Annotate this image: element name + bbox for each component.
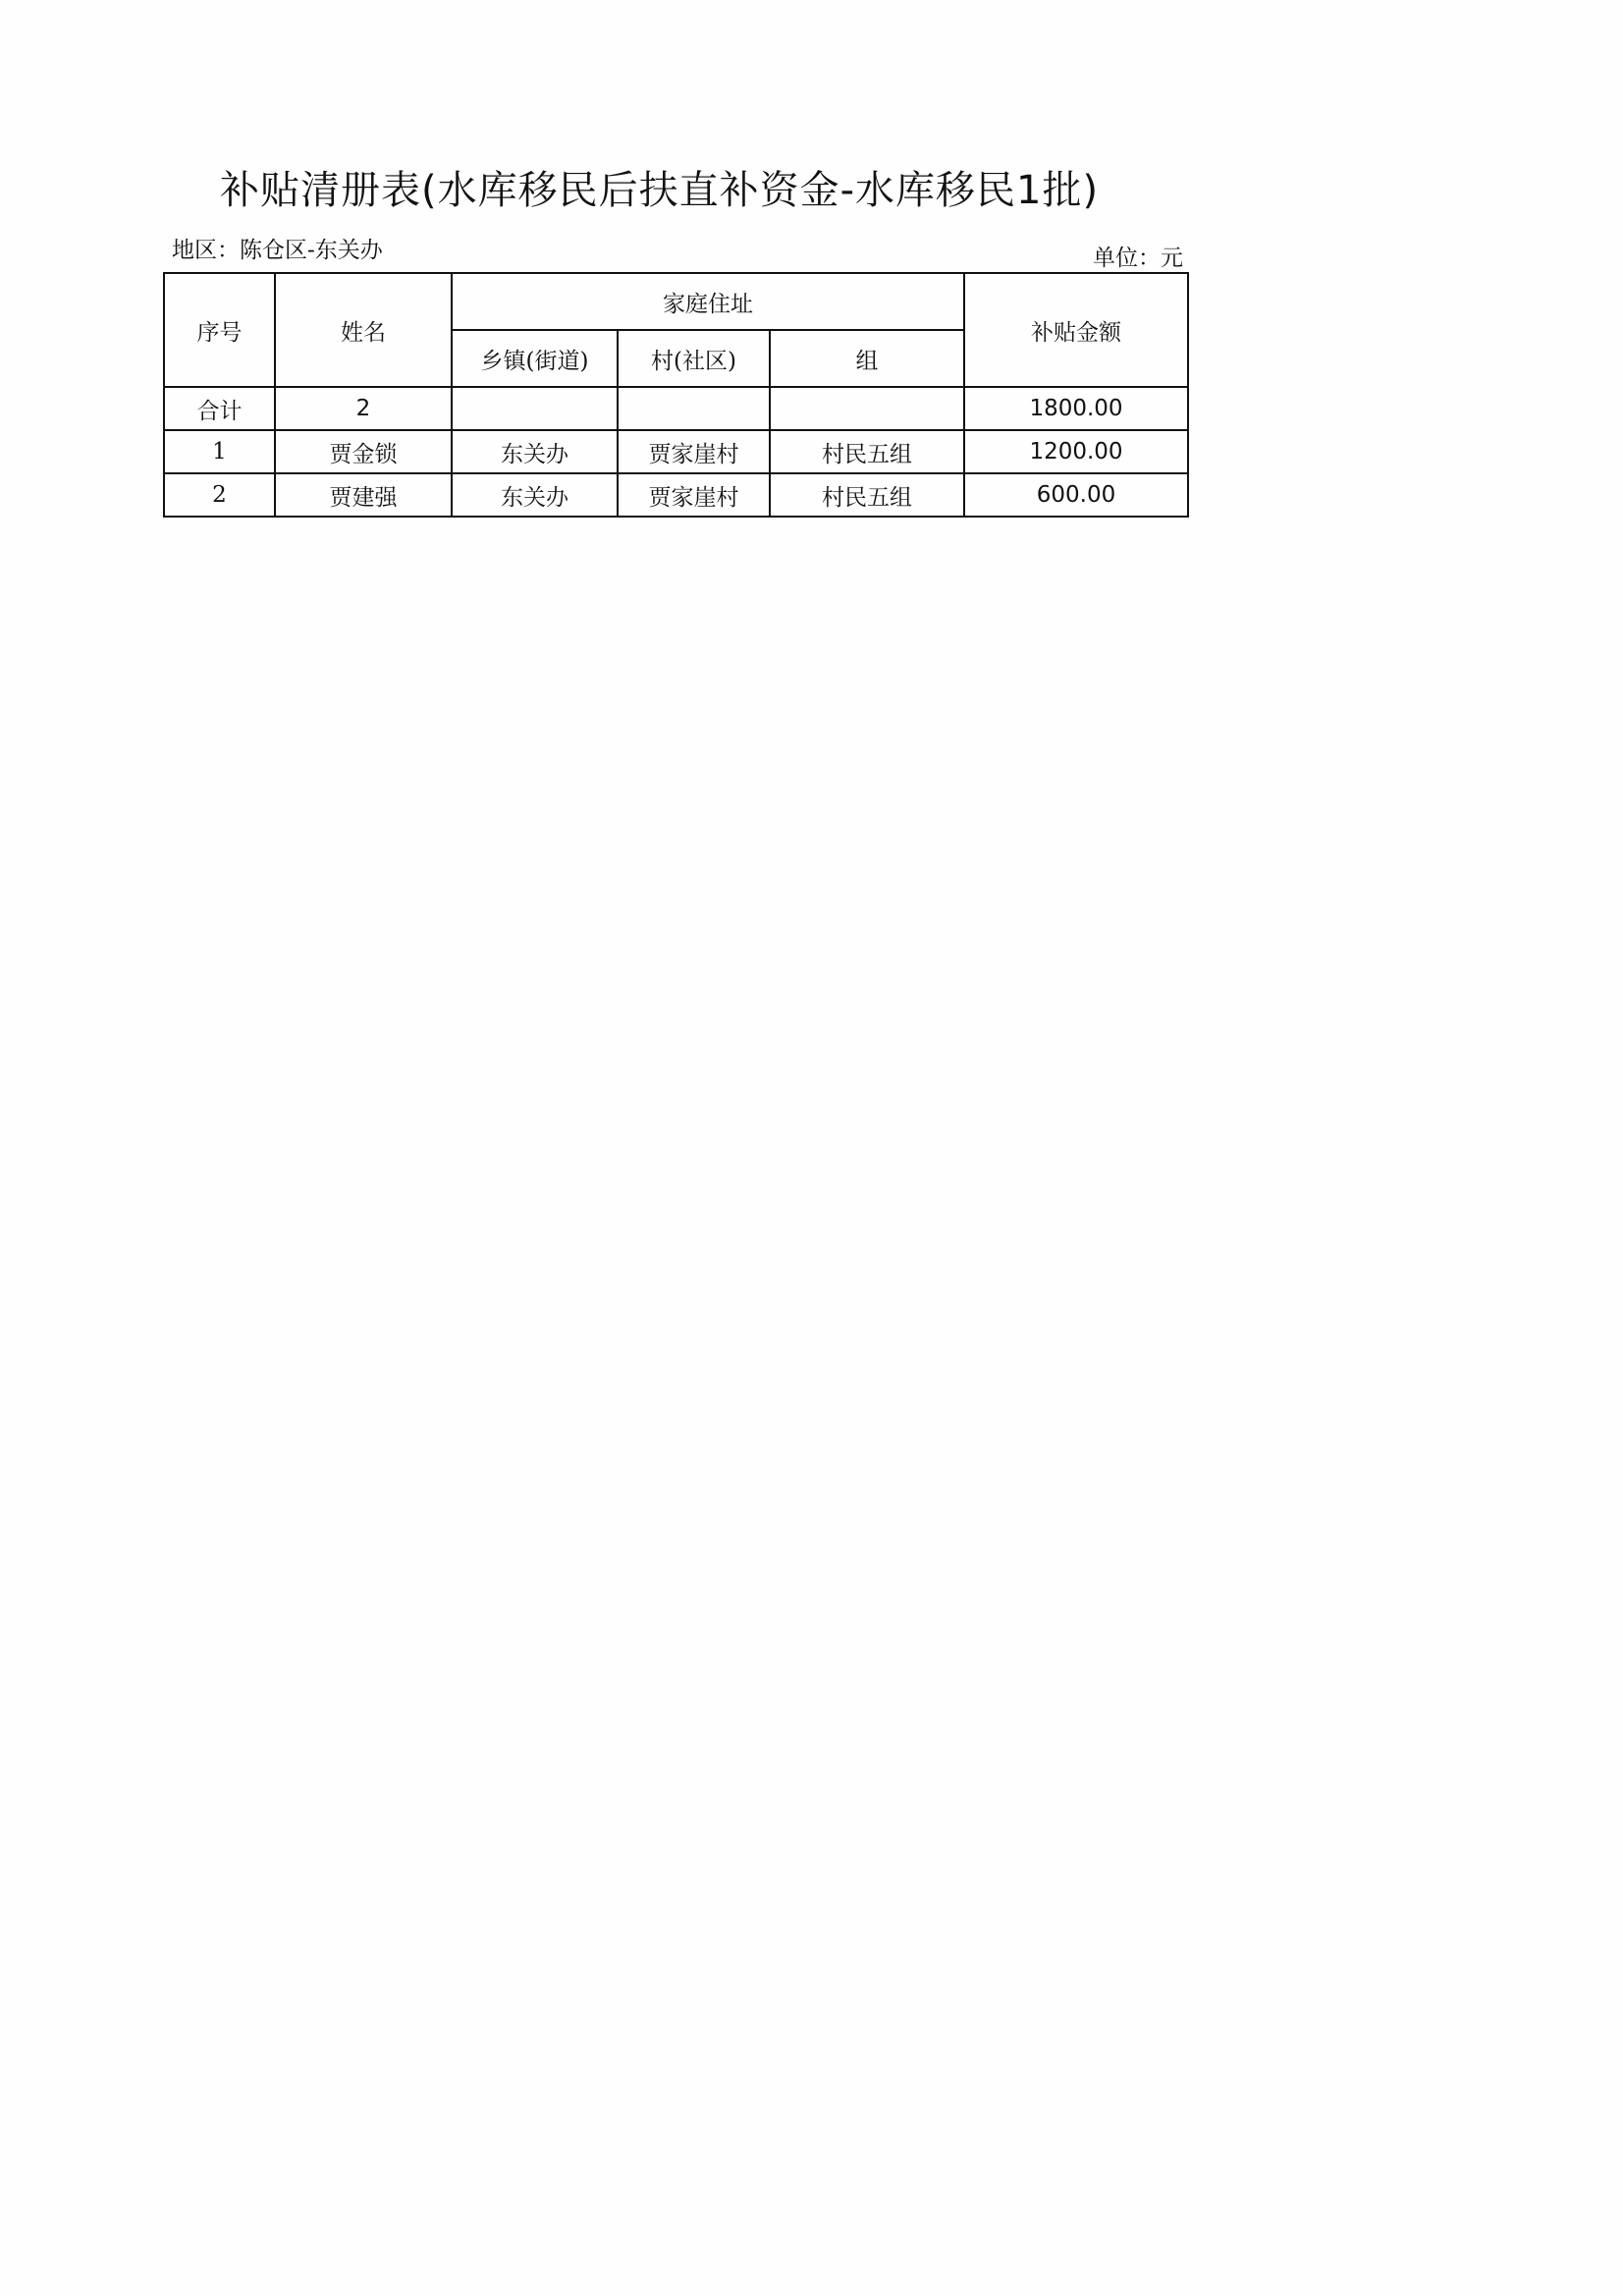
region-label: 地区：陈仓区-东关办	[172, 238, 383, 263]
row-amount: 600.00	[964, 473, 1188, 517]
row-seq: 2	[164, 473, 275, 517]
row-name: 贾建强	[275, 473, 452, 517]
total-village-empty	[618, 387, 770, 430]
header-village: 村(社区)	[618, 330, 770, 387]
row-group: 村民五组	[770, 473, 964, 517]
header-group: 组	[770, 330, 964, 387]
total-row	[164, 387, 1188, 430]
row-seq: 1	[164, 430, 275, 473]
header-town: 乡镇(街道)	[452, 330, 618, 387]
row-group: 村民五组	[770, 430, 964, 473]
total-amount: 1800.00	[964, 387, 1188, 430]
row-town: 东关办	[452, 473, 618, 517]
unit-label: 单位：元	[1093, 246, 1183, 271]
table-row	[164, 430, 1188, 473]
header-seq: 序号	[164, 273, 275, 387]
header-address: 家庭住址	[452, 273, 964, 330]
document-title: 补贴清册表(水库移民后扶直补资金-水库移民1批)	[220, 168, 1100, 213]
row-village: 贾家崖村	[618, 430, 770, 473]
table-header-row	[164, 273, 1188, 330]
row-village: 贾家崖村	[618, 473, 770, 517]
total-count: 2	[275, 387, 452, 430]
table-row	[164, 473, 1188, 517]
row-amount: 1200.00	[964, 430, 1188, 473]
total-town-empty	[452, 387, 618, 430]
total-label: 合计	[164, 387, 275, 430]
subsidy-table	[163, 272, 1189, 518]
row-town: 东关办	[452, 430, 618, 473]
header-name: 姓名	[275, 273, 452, 387]
header-amount: 补贴金额	[964, 273, 1188, 387]
row-name: 贾金锁	[275, 430, 452, 473]
total-group-empty	[770, 387, 964, 430]
